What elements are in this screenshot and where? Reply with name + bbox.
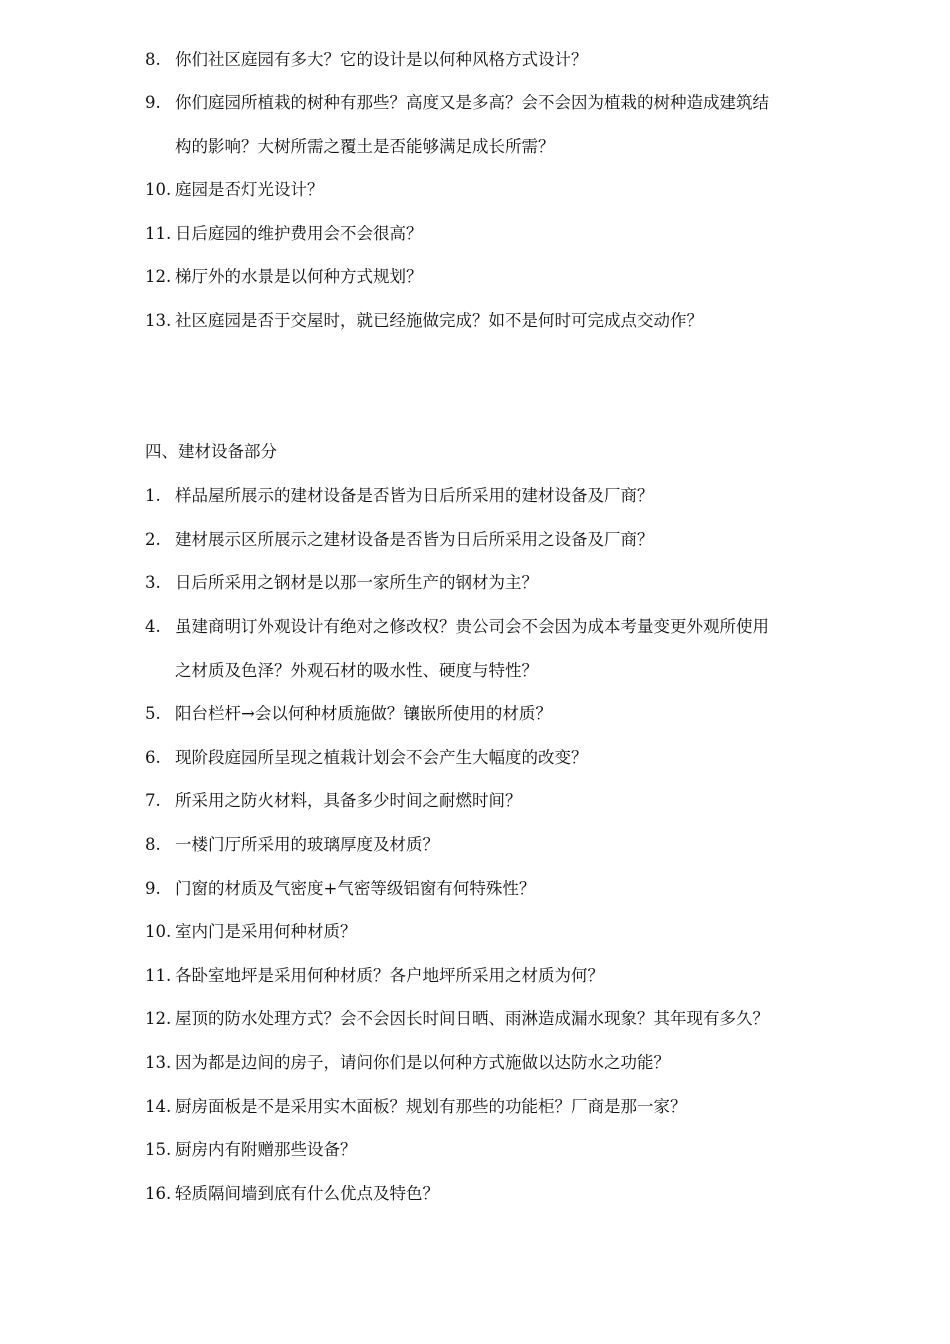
list-item bbox=[145, 867, 885, 911]
list-item bbox=[145, 474, 885, 518]
list-item bbox=[145, 1128, 885, 1172]
list-item bbox=[145, 997, 885, 1041]
item-number: 1. bbox=[145, 486, 161, 505]
list-item bbox=[145, 212, 885, 256]
item-number: 12. bbox=[145, 1009, 172, 1028]
list-item bbox=[145, 692, 885, 736]
item-text: 你们庭园所植栽的树种有那些？高度又是多高？会不会因为植栽的树种造成建筑结 bbox=[175, 93, 769, 112]
item-number: 9. bbox=[145, 879, 161, 898]
item-number: 3. bbox=[145, 573, 161, 592]
item-text-continuation: 构的影响？大树所需之覆土是否能够满足成长所需？ bbox=[175, 136, 555, 156]
item-number: 7. bbox=[145, 791, 161, 810]
list-item bbox=[145, 736, 885, 780]
item-text: 样品屋所展示的建材设备是否皆为日后所采用的建材设备及厂商？ bbox=[175, 486, 654, 505]
item-number: 8. bbox=[145, 835, 161, 854]
list-item bbox=[145, 299, 885, 343]
item-text: 社区庭园是否于交屋时，就已经施做完成？如不是何时可完成点交动作？ bbox=[175, 311, 703, 330]
item-number: 16. bbox=[145, 1184, 172, 1203]
item-text: 各卧室地坪是采用何种材质？各户地坪所采用之材质为何？ bbox=[175, 966, 604, 985]
item-text: 所采用之防火材料，具备多少时间之耐燃时间？ bbox=[175, 791, 522, 810]
item-number: 13. bbox=[145, 311, 172, 330]
item-number: 12. bbox=[145, 267, 172, 286]
item-text: 虽建商明订外观设计有绝对之修改权？贵公司会不会因为成本考量变更外观所使用 bbox=[175, 617, 769, 636]
item-text: 梯厅外的水景是以何种方式规划？ bbox=[175, 267, 423, 286]
item-text: 阳台栏杆→会以何种材质施做？镶嵌所使用的材质？ bbox=[175, 704, 552, 723]
list-item bbox=[145, 605, 885, 692]
item-number: 15. bbox=[145, 1140, 172, 1159]
list-item bbox=[145, 81, 885, 168]
item-text: 室内门是采用何种材质？ bbox=[175, 922, 357, 941]
item-text: 现阶段庭园所呈现之植栽计划会不会产生大幅度的改变？ bbox=[175, 748, 588, 767]
list-item bbox=[145, 823, 885, 867]
item-text: 因为都是边间的房子，请问你们是以何种方式施做以达防水之功能？ bbox=[175, 1053, 670, 1072]
item-text: 日后所采用之钢材是以那一家所生产的钢材为主？ bbox=[175, 573, 538, 592]
list-item bbox=[145, 779, 885, 823]
item-number: 4. bbox=[145, 617, 161, 636]
list-item bbox=[145, 518, 885, 562]
item-number: 9. bbox=[145, 93, 161, 112]
list-item bbox=[145, 255, 885, 299]
item-text-continuation: 之材质及色泽？外观石材的吸水性、硬度与特性？ bbox=[175, 660, 538, 680]
item-number: 2. bbox=[145, 530, 161, 549]
list-item bbox=[145, 954, 885, 998]
item-text: 建材展示区所展示之建材设备是否皆为日后所采用之设备及厂商？ bbox=[175, 530, 654, 549]
item-text: 轻质隔间墙到底有什么优点及特色？ bbox=[175, 1184, 439, 1203]
item-number: 11. bbox=[145, 966, 172, 985]
list-item bbox=[145, 1085, 885, 1129]
item-number: 10. bbox=[145, 180, 172, 199]
item-number: 10. bbox=[145, 922, 172, 941]
item-text: 门窗的材质及气密度+气密等级铝窗有何特殊性？ bbox=[175, 879, 536, 898]
item-number: 13. bbox=[145, 1053, 172, 1072]
item-number: 5. bbox=[145, 704, 161, 723]
list-item bbox=[145, 910, 885, 954]
list-item bbox=[145, 1041, 885, 1085]
item-number: 11. bbox=[145, 224, 172, 243]
list-item bbox=[145, 561, 885, 605]
section-heading: 四、建材设备部分 bbox=[145, 442, 277, 461]
item-number: 8. bbox=[145, 50, 161, 69]
item-text: 厨房内有附赠那些设备？ bbox=[175, 1140, 357, 1159]
item-text: 厨房面板是不是采用实木面板？规划有那些的功能柜？厂商是那一家？ bbox=[175, 1097, 687, 1116]
list-item bbox=[145, 168, 885, 212]
item-text: 庭园是否灯光设计？ bbox=[175, 180, 324, 199]
item-text: 你们社区庭园有多大？它的设计是以何种风格方式设计？ bbox=[175, 50, 588, 69]
item-text: 屋顶的防水处理方式？会不会因长时间日晒、雨淋造成漏水现象？其年现有多久？ bbox=[175, 1009, 769, 1028]
item-text: 日后庭园的维护费用会不会很高？ bbox=[175, 224, 423, 243]
item-number: 6. bbox=[145, 748, 161, 767]
item-text: 一楼门厅所采用的玻璃厚度及材质？ bbox=[175, 835, 439, 854]
list-item bbox=[145, 1172, 885, 1216]
list-item bbox=[145, 38, 885, 82]
item-number: 14. bbox=[145, 1097, 172, 1116]
